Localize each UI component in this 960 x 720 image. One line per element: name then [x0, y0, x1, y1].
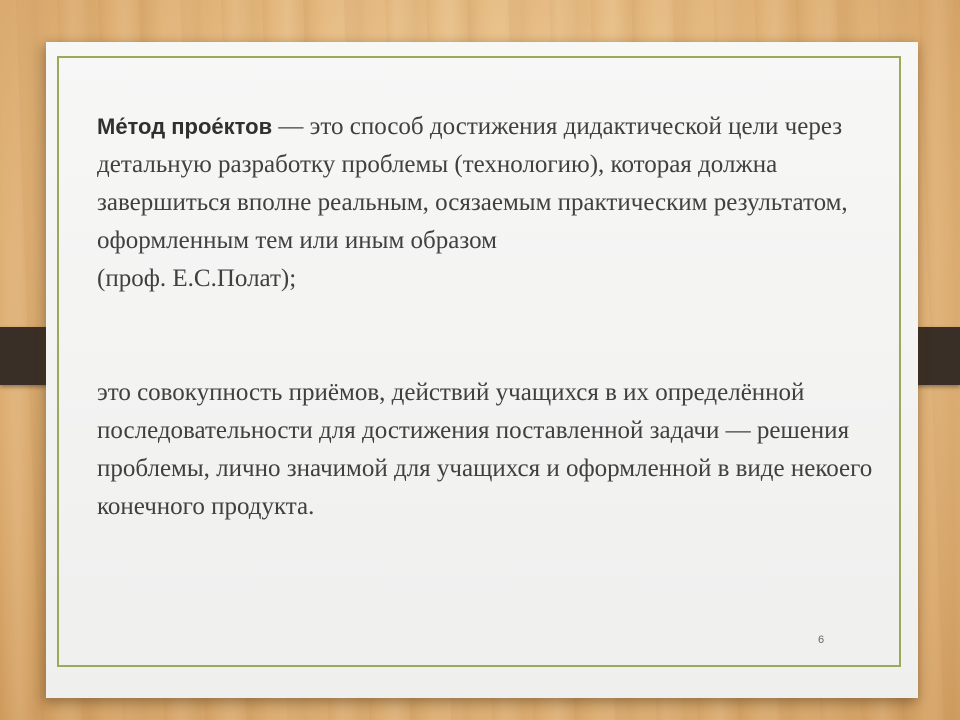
definition-text-1: — это способ достижения дидактической цели через детальную разработку проблемы (технологию), которая должна завершиться вполне реальным, осязаемым практическим результатом, оформленным тем или иным образом	[97, 113, 848, 254]
citation: (проф. Е.С.Полат);	[97, 265, 297, 292]
paragraph-gap	[97, 298, 877, 374]
definition-paragraph-1	[97, 108, 877, 260]
page-number: 6	[818, 634, 825, 646]
definition-paragraph-2: это совокупность приёмов, действий учащихся в их определённой последовательности для достижения поставленной задачи — решения проблемы, лично значимой для учащихся и оформленной в виде некоего конечного продукта.	[97, 379, 873, 520]
term-title: Ме́тод прое́ктов	[97, 114, 273, 139]
slide-content	[97, 108, 877, 526]
